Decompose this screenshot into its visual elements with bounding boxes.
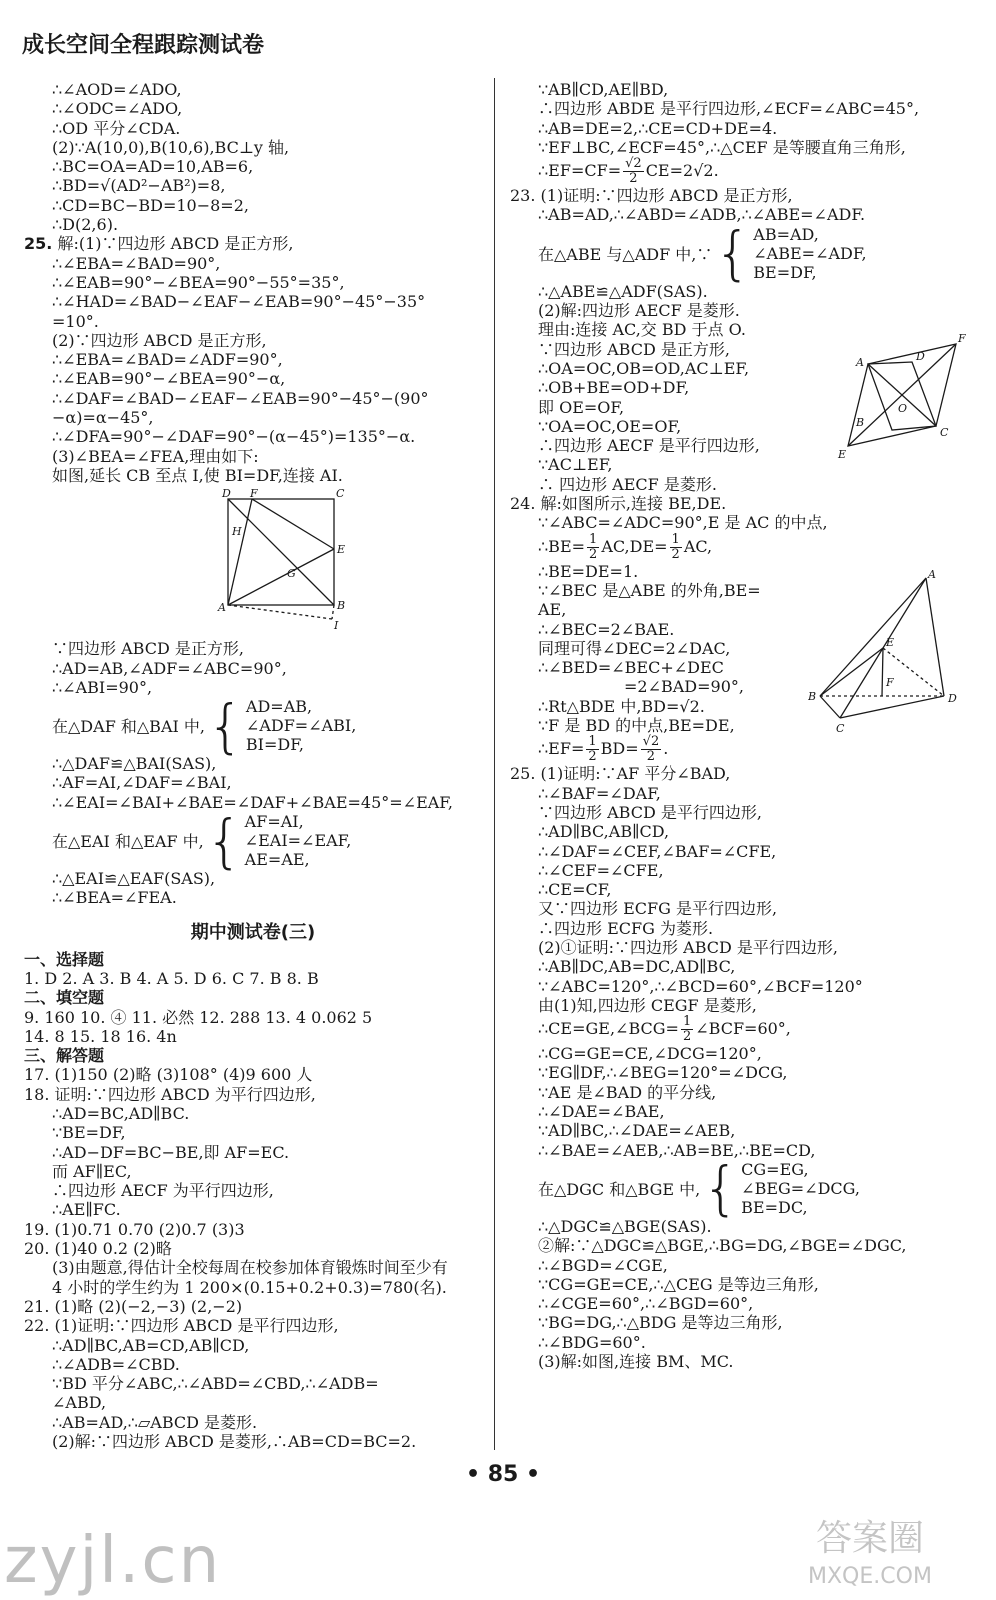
q22-continued [510, 80, 978, 186]
text-line: AE, [538, 600, 567, 620]
text-segment: . [663, 739, 669, 759]
text-line: ∴OB+BE=OD+DF, [538, 378, 690, 398]
midterm-title: 期中测试卷(三) [190, 921, 316, 943]
text-line: ∴∠BAE=∠AEB,∴AB=BE,∴BE=CD, [538, 1140, 816, 1160]
fraction-numerator: 1 [589, 531, 598, 547]
text-line: =2∠BAD=90°, [624, 677, 744, 697]
text-line: (3)∠BEA=∠FEA,理由如下: [52, 446, 259, 466]
label-b: B [856, 416, 865, 429]
fraction [587, 533, 599, 562]
brace-prefix: 在△EAI 和△EAF 中, [52, 832, 204, 852]
watermark-left: zyjl.cn [4, 1524, 222, 1598]
text-line: ∴BC=OA=AD=10,AB=6, [52, 157, 254, 177]
text-line: ∵AD∥BC,∴∠DAE=∠AEB, [538, 1121, 736, 1141]
square-diagram [192, 487, 492, 637]
text-line: ∴ 四边形 AECF 是菱形. [538, 474, 717, 494]
text-line: ∴CG=GE=CE,∠DCG=120°, [538, 1044, 762, 1064]
text-line: ∴∠DAF=∠CEF,∠BAF=∠CFE, [538, 841, 777, 861]
text-line: 4 小时的学生约为 1 200×(0.15+0.2+0.3)=780(名). [52, 1277, 447, 1297]
left-column [24, 80, 482, 1451]
label-c: C [940, 426, 949, 439]
text-line: (3)由题意,得估计全校每周在校参加体育锻炼时间至少有 [52, 1258, 448, 1278]
fraction-numerator: √2 [625, 156, 642, 172]
label-i: I [334, 619, 339, 633]
text-line: ∴∠HAD=∠BAD−∠EAF−∠EAB=90°−45°−35° [52, 292, 426, 312]
fraction-denominator: 2 [671, 546, 680, 562]
text-line: ∵四边形 ABCD 是平行四边形, [538, 802, 762, 822]
fraction-numerator: 1 [588, 734, 597, 750]
fraction-line [538, 157, 978, 186]
fraction [586, 735, 598, 764]
text-line: ∴AB=AD,∴∠ABD=∠ADB,∴∠ABE=∠ADF. [538, 205, 866, 225]
text-line: (2)解:∵四边形 ABCD 是菱形,∴AB=CD=BC=2. [52, 1432, 417, 1452]
text-line: ∴∠ADB=∠CBD. [52, 1354, 180, 1374]
label-d: D [222, 487, 231, 501]
section-heading: 一、选择题 [24, 949, 105, 969]
text-line: ∵∠ABC=∠ADC=90°,E 是 AC 的中点, [538, 513, 828, 533]
question-18-block [24, 1085, 482, 1220]
prev-answer-block [24, 80, 482, 234]
brace-symbol: { [702, 1154, 740, 1223]
fraction [641, 735, 662, 764]
text-line: 25. (1)证明:∵AF 平分∠BAD, [510, 764, 731, 784]
text-line: ∴∠ABI=90°, [52, 677, 153, 697]
text-line: (3)解:如图,连接 BM、MC. [538, 1352, 734, 1372]
text-line: ∵AE 是∠BAD 的平分线, [538, 1082, 717, 1102]
brace-symbol: { [207, 691, 244, 760]
text-line: ∴∠EAB=90°−∠BEA=90°−55°=35°, [52, 272, 345, 292]
label-a: A [928, 568, 936, 581]
text-line: ∵BG=DG,∴△BDG 是等边三角形, [538, 1313, 783, 1333]
fill-answers: 14. 8 15. 18 16. 4n [24, 1026, 177, 1046]
text-line: −α)=α−45°, [52, 408, 154, 428]
text-line: ∵EF⊥BC,∠ECF=45°,∴△CEF 是等腰直角三角形, [538, 137, 906, 157]
label-e: E [337, 543, 346, 557]
text-line: 解:(1)∵四边形 ABCD 是正方形, [57, 234, 294, 254]
brace-group [52, 691, 482, 760]
text-line: (2)解:四边形 AECF 是菱形. [538, 301, 740, 321]
text-segment: CE=2√2. [645, 161, 719, 181]
question-19: 19. (1)0.71 0.70 (2)0.7 (3)3 [24, 1219, 245, 1239]
brace-symbol: { [714, 219, 752, 288]
text-line: 即 OE=OF, [538, 397, 625, 417]
text-line: 23. (1)证明:∵四边形 ABCD 是正方形, [510, 186, 793, 206]
text-line: ∴BE=DE=1. [538, 561, 639, 581]
text-line: ∴∠DAF=∠BAD−∠EAF−∠EAB=90°−45°−(90° [52, 388, 429, 408]
text-line: ∴∠EAI=∠BAI+∠BAE=∠DAF+∠BAE=45°=∠EAF, [52, 792, 453, 812]
text-segment: ∴BE= [538, 536, 586, 556]
triangle-diagram [808, 568, 968, 748]
rhombus-diagram [836, 330, 976, 460]
text-line: ∵∠ABC=120°,∴∠BCD=60°,∠BCF=120° [538, 976, 863, 996]
text-line: ∴AD∥BC,AB=CD,AB∥CD, [52, 1335, 250, 1355]
label-o: O [898, 402, 908, 415]
brace-prefix: 在△DGC 和△BGE 中, [538, 1179, 701, 1199]
text-line: ∵AC⊥EF, [538, 455, 613, 475]
fill-answers: 9. 160 10. ④ 11. 必然 12. 288 13. 4 0.062 5 [24, 1007, 373, 1027]
fraction-denominator: 2 [588, 749, 597, 765]
label-c: C [336, 487, 345, 501]
question-17: 17. (1)150 (2)略 (3)108° (4)9 600 人 [24, 1065, 313, 1085]
text-line: ∴四边形 AECF 是平行四边形, [538, 436, 760, 456]
text-line: ∴∠BDG=60°. [538, 1332, 646, 1352]
text-segment: BD= [600, 739, 639, 759]
brace-line: ∠EAI=∠EAF, [244, 831, 352, 851]
text-line: ∴AB∥DC,AB=DC,AD∥BC, [538, 957, 736, 977]
label-c: C [836, 722, 845, 735]
brace-prefix: 在△DAF 和△BAI 中, [52, 717, 205, 737]
brace-line: BE=DC, [741, 1197, 808, 1217]
text-segment: ∴CE=GE,∠BCG= [538, 1019, 679, 1039]
text-line: 理由:连接 AC,交 BD 于点 O. [538, 320, 746, 340]
text-line: ∴△ABE≌△ADF(SAS). [538, 281, 708, 301]
text-segment: ∴EF=CF= [538, 161, 622, 181]
text-line: ∴CD=BC−BD=10−8=2, [52, 195, 249, 215]
text-line: ∵EG∥DF,∴∠BEG=120°=∠DCG, [538, 1063, 788, 1083]
question-20-block [24, 1239, 482, 1297]
text-line: ∴AE∥FC. [52, 1200, 121, 1220]
text-line: ∴四边形 ABDE 是平行四边形,∠ECF=∠ABC=45°, [538, 99, 920, 119]
page-number: • 85 • [466, 1462, 541, 1487]
watermark-right-top: 答案圈 [815, 1518, 924, 1559]
text-line: ∴∠BED=∠BEC+∠DEC [538, 658, 724, 678]
fraction-numerator: 1 [682, 1014, 692, 1030]
column-divider [494, 78, 495, 1450]
choice-answers: 1. D 2. A 3. B 4. A 5. D 6. C 7. B 8. B [24, 968, 319, 988]
question-25-right-block [510, 764, 978, 1371]
fraction-numerator: √2 [642, 734, 660, 750]
text-line: ∴OD 平分∠CDA. [52, 118, 181, 138]
fraction [670, 533, 682, 562]
label-a: A [218, 601, 226, 615]
label-h: H [232, 525, 242, 539]
brace-prefix: 在△ABE 与△ADF 中,∵ [538, 244, 713, 264]
text-line: ②解:∵△DGC≌△BGE,∴BG=DG,∠BGE=∠DGC, [538, 1236, 907, 1256]
brace-line: ∠ADF=∠ABI, [245, 716, 357, 736]
text-line: ∵∠BEC 是△ABE 的外角,BE= [538, 580, 761, 600]
fraction-denominator: 2 [682, 1029, 692, 1045]
label-d: D [948, 692, 957, 705]
text-line: ∴∠EBA=∠BAD=90°, [52, 253, 221, 273]
text-segment: ∠BCF=60°, [695, 1019, 791, 1039]
text-line: 同理可得∠DEC=2∠DAC, [538, 638, 731, 658]
text-line: ∴∠BEA=∠FEA. [52, 888, 177, 908]
text-line: 又∵四边形 ECFG 是平行四边形, [538, 899, 778, 919]
text-line: ∴AD=AB,∠ADF=∠ABC=90°, [52, 658, 287, 678]
text-line: ∴∠BGD=∠CGE, [538, 1255, 668, 1275]
text-line: 如图,延长 CB 至点 I,使 BI=DF,连接 AI. [52, 465, 343, 485]
watermark-right [808, 1520, 932, 1596]
label-b: B [337, 599, 346, 613]
text-line: (2)①证明:∵四边形 ABCD 是平行四边形, [538, 937, 838, 957]
text-line: ∵四边形 ABCD 是正方形, [52, 639, 244, 659]
text-line: ∴△DAF≌△BAI(SAS), [52, 754, 217, 774]
text-line: ∴AD−DF=BC−BE,即 AF=EC. [52, 1142, 290, 1162]
text-line: ∵F 是 BD 的中点,BE=DE, [538, 716, 735, 736]
text-line: ∠ABD, [52, 1393, 107, 1413]
section-heading: 三、解答题 [24, 1046, 105, 1066]
text-line: ∴AB=DE=2,∴CE=CD+DE=4. [538, 118, 778, 138]
text-line: 20. (1)40 0.2 (2)略 [24, 1239, 172, 1259]
text-line: ∴AB=AD,∴▱ABCD 是菱形. [52, 1412, 258, 1432]
text-line: ∴OA=OC,OB=OD,AC⊥EF, [538, 358, 750, 378]
label-d: D [916, 350, 925, 363]
brace-group [538, 219, 978, 288]
text-line: ∴∠EBA=∠BAD=∠ADF=90°, [52, 350, 283, 370]
brace-line: ∠ABE=∠ADF, [753, 243, 867, 263]
text-line: ∵BE=DF, [52, 1123, 126, 1143]
text-line: =10°. [52, 311, 99, 331]
text-line: ∴∠EAB=90°−∠BEA=90°−α, [52, 369, 286, 389]
text-line: ∴∠CEF=∠CFE, [538, 860, 664, 880]
label-b: B [808, 690, 817, 703]
section-heading: 二、填空题 [24, 988, 105, 1008]
text-segment: AC, [683, 536, 713, 556]
label-f: F [958, 332, 966, 345]
brace-line: AE=AE, [244, 850, 310, 870]
fraction-denominator: 2 [646, 749, 656, 765]
text-line: 22. (1)证明:∵四边形 ABCD 是平行四边形, [24, 1316, 339, 1336]
fraction-denominator: 2 [589, 546, 598, 562]
text-line: ∴∠BEC=2∠BAE. [538, 619, 675, 639]
text-line: 18. 证明:∵四边形 ABCD 为平行四边形, [24, 1084, 316, 1104]
question-21: 21. (1)略 (2)(−2,−3) (2,−2) [24, 1296, 243, 1316]
text-line: ∴△DGC≌△BGE(SAS). [538, 1216, 712, 1236]
question-25-block [24, 234, 482, 907]
text-line: ∴∠ODC=∠ADO, [52, 99, 183, 119]
text-line: ∴∠DAE=∠BAE, [538, 1102, 665, 1122]
fraction-line [538, 1015, 978, 1044]
text-line: ∵OA=OC,OE=OF, [538, 416, 682, 436]
brace-line: BE=DF, [753, 262, 817, 282]
brace-line: BI=DF, [245, 735, 304, 755]
watermark-right-bottom: MXQE.COM [808, 1564, 932, 1589]
text-line: ∴AD=BC,AD∥BC. [52, 1103, 190, 1123]
page-header-title: 成长空间全程跟踪测试卷 [22, 33, 265, 58]
text-line: ∴∠AOD=∠ADO, [52, 80, 182, 99]
brace-line: AB=AD, [753, 224, 819, 244]
text-line: 而 AF∥EC, [52, 1161, 132, 1181]
text-line: ∴AD∥BC,AB∥CD, [538, 822, 670, 842]
label-a: A [856, 356, 864, 369]
text-line: ∵AB∥CD,AE∥BD, [538, 80, 669, 99]
label-f: F [250, 487, 258, 501]
fraction-line [538, 533, 978, 562]
text-line: ∴BD=√(AD²−AB²)=8, [52, 176, 226, 196]
text-line: ∴∠CGE=60°,∴∠BGD=60°, [538, 1294, 754, 1314]
text-line: ∴∠DFA=90°−∠DAF=90°−(α−45°)=135°−α. [52, 427, 416, 447]
text-segment: ∴EF= [538, 739, 585, 759]
text-line: ∴四边形 AECF 为平行四边形, [52, 1181, 274, 1201]
text-line: ∵BD 平分∠ABC,∴∠ABD=∠CBD,∴∠ADB= [52, 1374, 379, 1394]
text-line: ∴D(2,6). [52, 215, 119, 235]
text-line: 24. 解:如图所示,连接 BE,DE. [510, 494, 727, 514]
text-line: ∴CE=CF, [538, 880, 612, 900]
brace-line: AD=AB, [245, 697, 313, 717]
text-line: ∴△EAI≌△EAF(SAS), [52, 869, 216, 889]
fraction-numerator: 1 [671, 531, 680, 547]
question-number: 25. [24, 234, 53, 254]
text-line: (2)∵四边形 ABCD 是正方形, [52, 330, 267, 350]
brace-group [538, 1154, 978, 1223]
brace-group [52, 806, 482, 875]
question-22-block [24, 1316, 482, 1451]
brace-symbol: { [205, 806, 243, 875]
fraction [623, 157, 644, 186]
text-segment: AC,DE= [601, 536, 668, 556]
fraction-denominator: 2 [629, 171, 638, 187]
text-line: ∴Rt△BDE 中,BD=√2. [538, 696, 705, 716]
brace-line: ∠BEG=∠DCG, [741, 1178, 860, 1198]
text-line: (2)∵A(10,0),B(10,6),BC⊥y 轴, [52, 137, 290, 157]
fraction [681, 1015, 693, 1044]
text-line: ∴∠BAF=∠DAF, [538, 783, 661, 803]
label-g: G [287, 567, 296, 581]
brace-line: AF=AI, [244, 812, 304, 832]
brace-line: CG=EG, [741, 1159, 809, 1179]
text-line: ∴四边形 ECFG 为菱形. [538, 918, 714, 938]
text-line: ∴AF=AI,∠DAF=∠BAI, [52, 773, 232, 793]
label-e: E [838, 448, 847, 460]
label-f: F [886, 676, 894, 689]
text-line: ∵四边形 ABCD 是正方形, [538, 339, 730, 359]
text-line: 由(1)知,四边形 CEGF 是菱形, [538, 995, 757, 1015]
text-line: ∵CG=GE=CE,∴△CEG 是等边三角形, [538, 1274, 819, 1294]
label-e: E [886, 636, 895, 649]
